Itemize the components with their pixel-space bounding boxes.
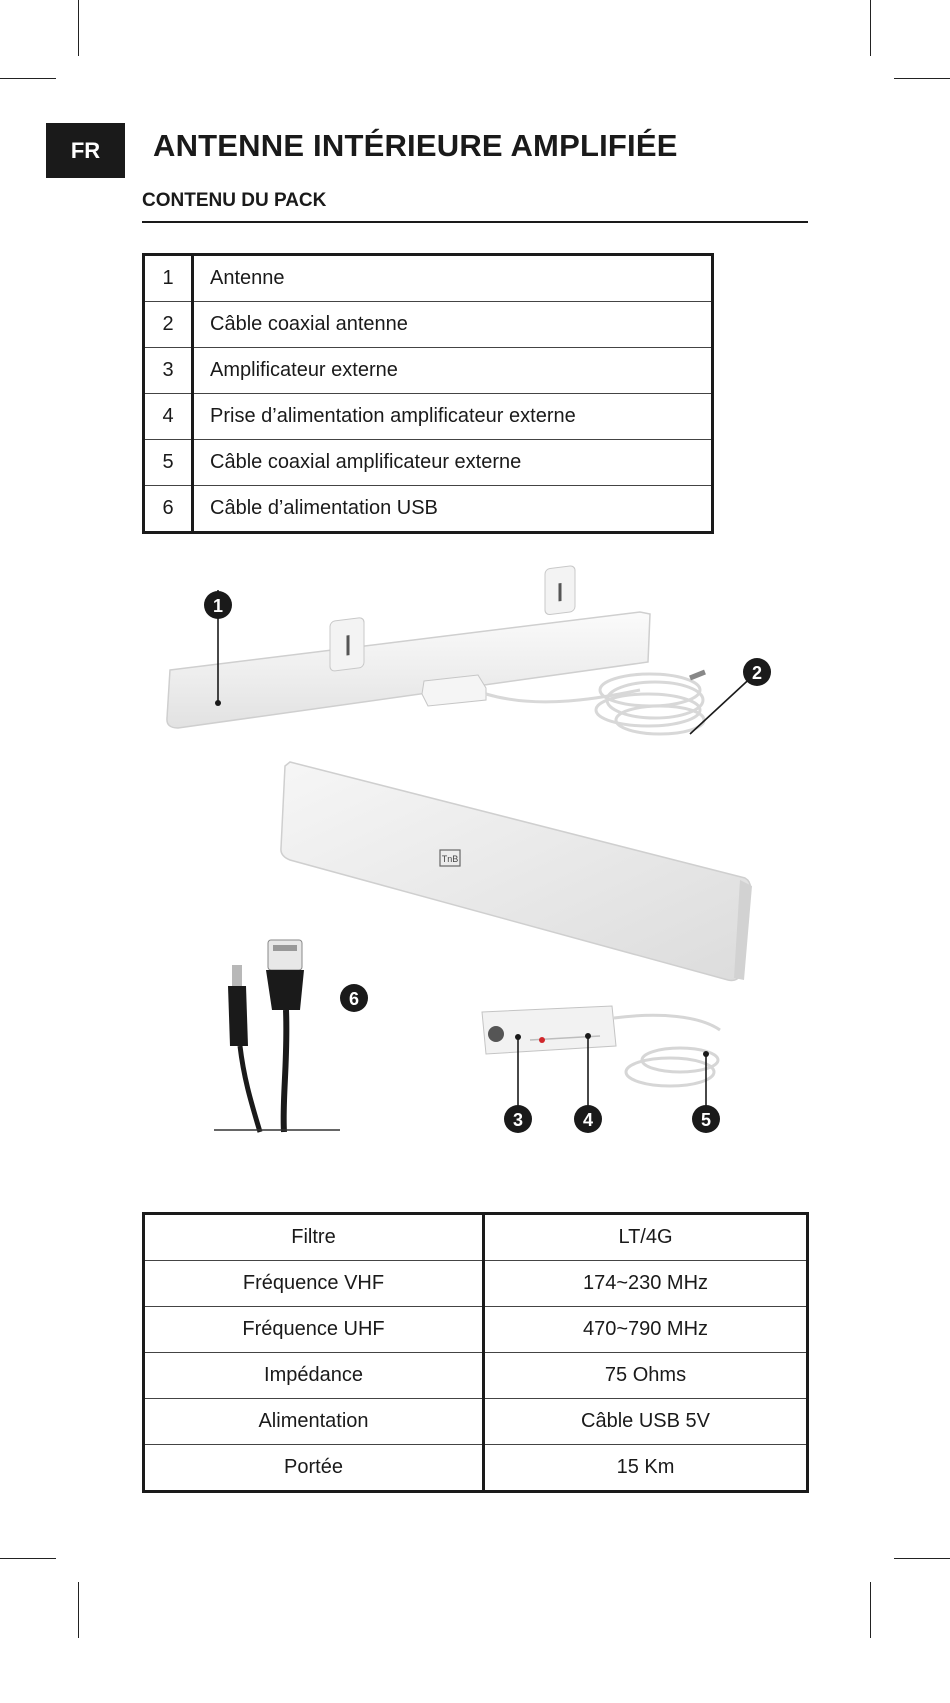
table-row <box>144 1399 808 1445</box>
antenna-front-view <box>281 762 752 981</box>
item-label: Câble d’alimentation USB <box>193 486 713 533</box>
svg-text:4: 4 <box>582 1110 594 1130</box>
table-row <box>144 1445 808 1492</box>
crop-mark <box>78 1582 79 1638</box>
callout-6 <box>340 984 368 1012</box>
item-label: Câble coaxial antenne <box>193 302 713 348</box>
spec-key: Fréquence VHF <box>144 1261 484 1307</box>
spec-key: Fréquence UHF <box>144 1307 484 1353</box>
page-title: ANTENNE INTÉRIEURE AMPLIFIÉE <box>153 128 678 163</box>
crop-mark <box>894 1558 950 1559</box>
spec-key: Impédance <box>144 1353 484 1399</box>
svg-text:3: 3 <box>512 1110 524 1130</box>
callout-4 <box>574 1105 602 1133</box>
crop-mark <box>894 78 950 79</box>
item-number: 6 <box>144 486 193 533</box>
spec-key: Portée <box>144 1445 484 1492</box>
product-illustration <box>0 560 950 1160</box>
item-number: 3 <box>144 348 193 394</box>
crop-mark <box>0 1558 56 1559</box>
table-row <box>144 1214 808 1261</box>
table-row <box>144 255 713 302</box>
item-number: 4 <box>144 394 193 440</box>
table-row <box>144 1261 808 1307</box>
table-row <box>144 1307 808 1353</box>
spec-value: 15 Km <box>484 1445 808 1492</box>
crop-mark <box>870 1582 871 1638</box>
svg-text:1: 1 <box>212 596 224 616</box>
table-row <box>144 440 713 486</box>
table-row <box>144 486 713 533</box>
language-badge: FR <box>46 123 125 178</box>
table-row <box>144 394 713 440</box>
section-divider <box>142 221 808 223</box>
item-label: Câble coaxial amplificateur externe <box>193 440 713 486</box>
table-row <box>144 1353 808 1399</box>
spec-value: LT/4G <box>484 1214 808 1261</box>
spec-key: Filtre <box>144 1214 484 1261</box>
callout-5 <box>692 1105 720 1133</box>
spec-value: Câble USB 5V <box>484 1399 808 1445</box>
item-number: 1 <box>144 255 193 302</box>
callout-3 <box>504 1105 532 1133</box>
item-number: 2 <box>144 302 193 348</box>
usb-power-cable <box>214 940 340 1132</box>
svg-text:2: 2 <box>751 663 763 683</box>
crop-mark <box>78 0 79 56</box>
spec-value: 174~230 MHz <box>484 1261 808 1307</box>
table-row <box>144 348 713 394</box>
coaxial-cable <box>486 672 705 734</box>
spec-key: Alimentation <box>144 1399 484 1445</box>
callout-1 <box>204 591 232 619</box>
spec-value: 470~790 MHz <box>484 1307 808 1353</box>
logo-text: TnB <box>441 854 459 864</box>
callout-2 <box>743 658 771 686</box>
crop-mark <box>870 0 871 56</box>
pack-contents-table <box>142 253 714 534</box>
item-label: Amplificateur externe <box>193 348 713 394</box>
spec-value: 75 Ohms <box>484 1353 808 1399</box>
crop-mark <box>0 78 56 79</box>
antenna-back-view <box>167 565 650 728</box>
specifications-table <box>142 1212 809 1493</box>
item-number: 5 <box>144 440 193 486</box>
item-label: Prise d’alimentation amplificateur externe <box>193 394 713 440</box>
svg-text:6: 6 <box>348 989 360 1009</box>
item-label: Antenne <box>193 255 713 302</box>
pack-contents-heading: CONTENU DU PACK <box>142 190 327 211</box>
table-row <box>144 302 713 348</box>
svg-text:5: 5 <box>700 1110 712 1130</box>
